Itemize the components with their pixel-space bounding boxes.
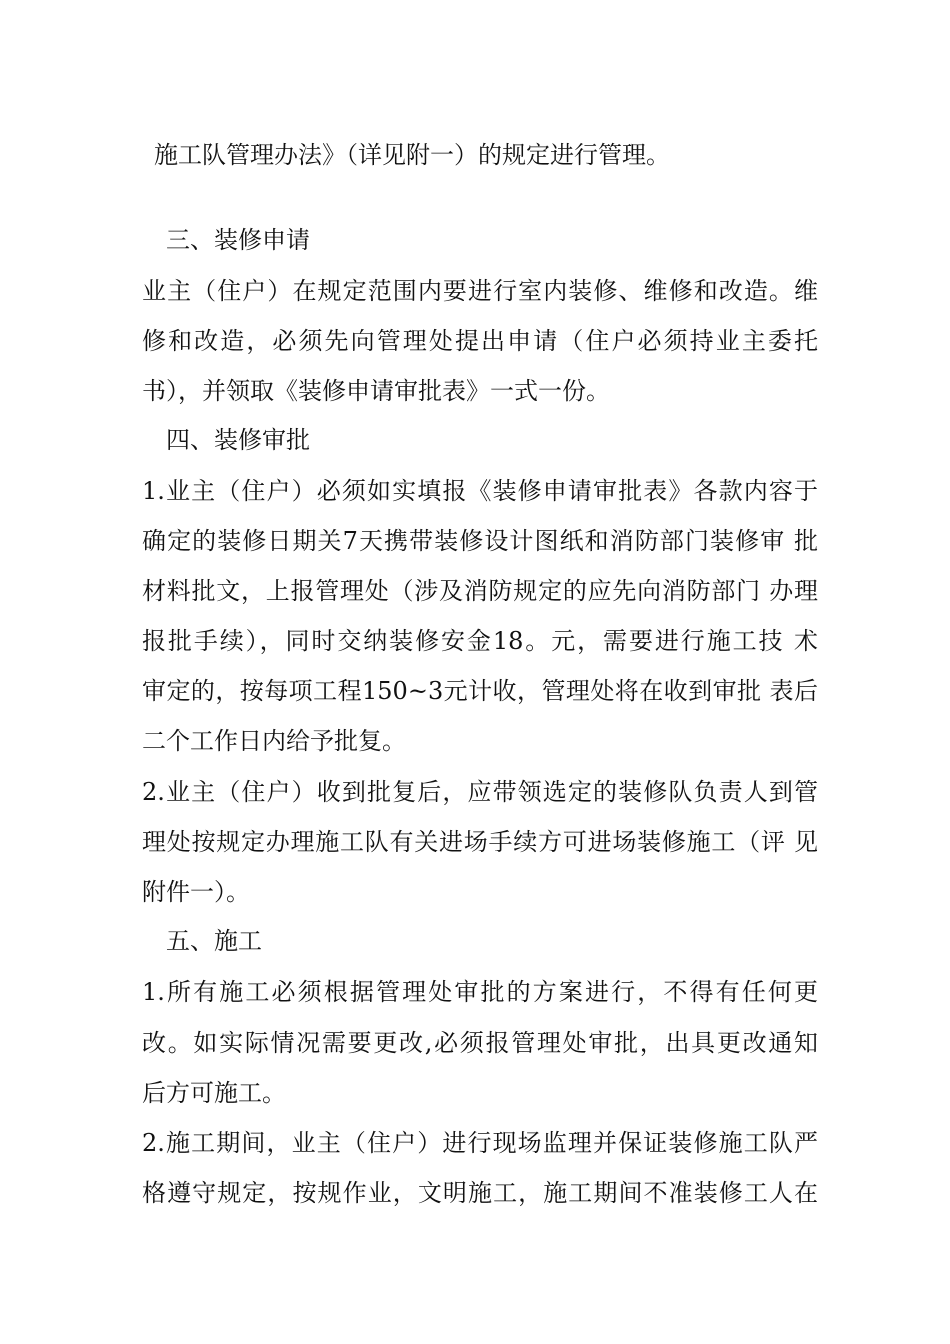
body-line: 二个工作日内给予批复。 (142, 727, 406, 755)
section-heading-decoration-approval: 四、装修审批 (166, 426, 310, 454)
body-line: 理处按规定办理施工队有关进场手续方可进场装修施工（评 见 (142, 828, 818, 856)
body-line: 1.所有施工必须根据管理处审批的方案进行，不得有任何更 (142, 978, 818, 1006)
body-line: 改。如实际情况需要更改,必须报管理处审批，出具更改通知 (142, 1029, 818, 1057)
body-line: 确定的装修日期关7天携带装修设计图纸和消防部门装修审 批 (142, 527, 818, 555)
body-line: 业主（住户）在规定范围内要进行室内装修、维修和改造。维 (142, 277, 818, 305)
body-line: 2.业主（住户）收到批复后，应带领选定的装修队负责人到管 (142, 778, 818, 806)
body-line: 2.施工期间，业主（住户）进行现场监理并保证装修施工队严 (142, 1129, 818, 1157)
body-line: 1.业主（住户）必须如实填报《装修申请审批表》各款内容于 (142, 477, 818, 505)
body-line: 格遵守规定，按规作业，文明施工，施工期间不准装修工人在 (142, 1179, 818, 1207)
body-line: 报批手续），同时交纳装修安金18。元，需要进行施工技 术 (142, 627, 818, 655)
body-line: 修和改造，必须先向管理处提出申请（住户必须持业主委托 (142, 327, 818, 355)
body-line: 施工队管理办法》（详见附一）的规定进行管理。 (154, 141, 670, 169)
section-heading-construction: 五、施工 (166, 927, 262, 955)
body-line: 审定的，按每项工程150~3元计收，管理处将在收到审批 表后 (142, 677, 818, 705)
body-line: 后方可施工。 (142, 1079, 286, 1107)
body-line: 书），并领取《装修申请审批表》一式一份。 (142, 377, 610, 405)
body-line: 附件一）。 (142, 878, 250, 906)
body-line: 材料批文，上报管理处（涉及消防规定的应先向消防部门 办理 (142, 577, 818, 605)
section-heading-decoration-application: 三、装修申请 (166, 226, 310, 254)
